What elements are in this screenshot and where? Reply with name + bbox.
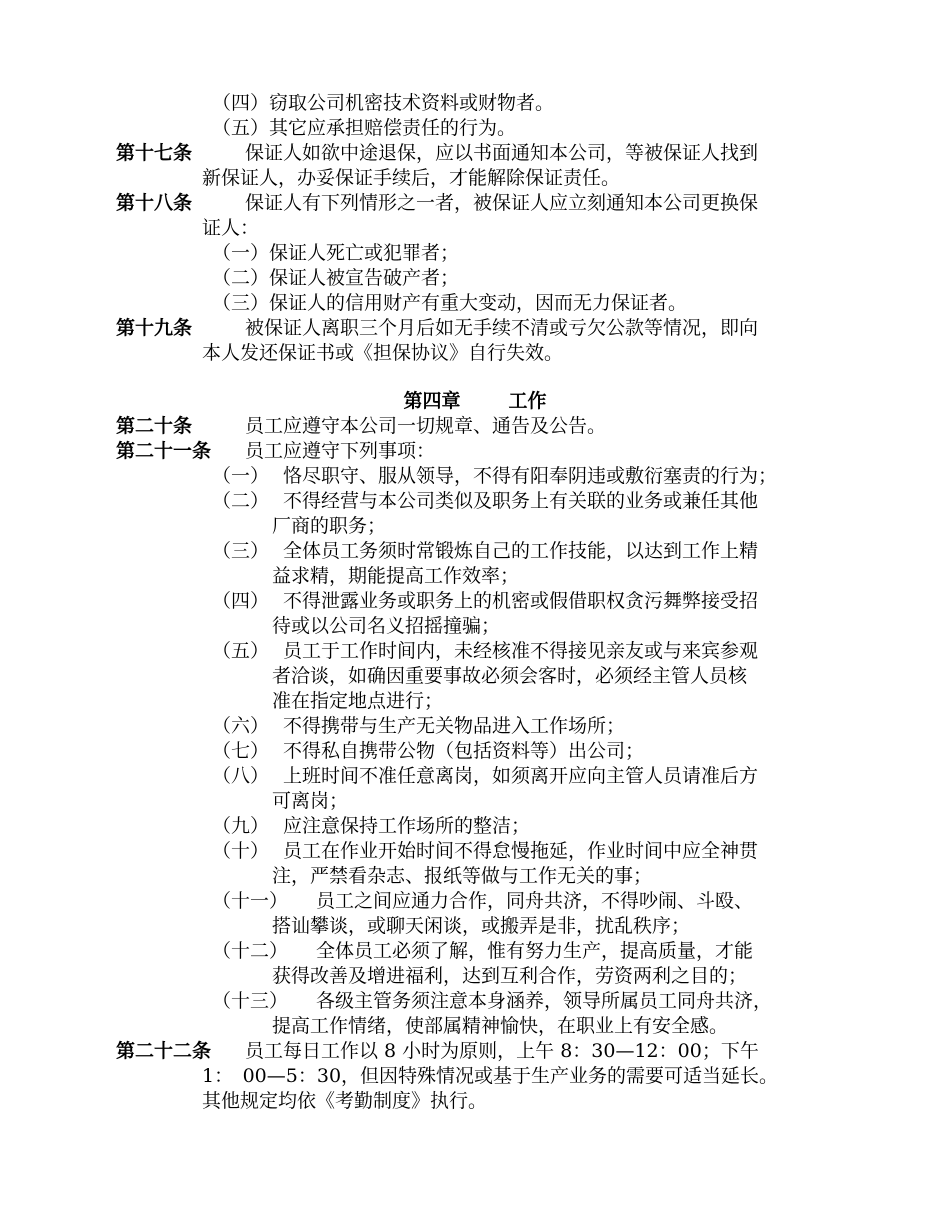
item-number: （四）	[212, 590, 270, 612]
list-item: 员工于工作时间内，未经核准不得接见亲友或与来宾参观	[283, 640, 759, 662]
list-item: 不得私自携带公物（包括资料等）出公司；	[283, 740, 645, 762]
article-19-text: 被保证人离职三个月后如无手续不清或亏欠公款等情况，即向	[245, 317, 759, 339]
article-17-label: 第十七条	[116, 142, 193, 164]
list-item: 不得携带与生产无关物品进入工作场所；	[283, 715, 626, 737]
list-item: 可离岗；	[272, 790, 349, 812]
list-item: 恪尽职守、服从领导，不得有阳奉阴违或敷衍塞责的行为；	[283, 465, 778, 487]
list-item: （三）保证人的信用财产有重大变动，因而无力保证者。	[212, 292, 688, 314]
list-item: 厂商的职务；	[272, 515, 387, 537]
article-21-text: 员工应遵守下列事项：	[245, 440, 436, 462]
item-number: （八）	[212, 765, 270, 787]
article-19-text: 本人发还保证书或《担保协议》自行失效。	[202, 342, 564, 364]
list-item: 益求精，期能提高工作效率；	[272, 565, 520, 587]
list-item: 应注意保持工作场所的整洁；	[283, 815, 531, 837]
item-number: （十二）	[212, 940, 289, 962]
item-number: （九）	[212, 815, 270, 837]
article-18-label: 第十八条	[116, 192, 193, 214]
chapter-number: 第四章	[403, 390, 461, 412]
list-item: （一）保证人死亡或犯罪者；	[212, 242, 460, 264]
article-22-text: 员工每日工作以 8 小时为原则，上午 8：30—12：00；下午	[245, 1040, 759, 1062]
item-number: （五）	[212, 640, 270, 662]
list-item: （五）其它应承担赔偿责任的行为。	[212, 117, 517, 139]
list-item: 全体员工必须了解，惟有努力生产，提高质量，才能	[316, 940, 754, 962]
list-item: 注，严禁看杂志、报纸等做与工作无关的事；	[272, 865, 653, 887]
list-item: 获得改善及增进福利，达到互利合作，劳资两利之目的；	[272, 965, 748, 987]
list-item: 员工在作业开始时间不得怠慢拖延，作业时间中应全神贯	[283, 840, 759, 862]
item-number: （十三）	[212, 990, 289, 1012]
item-number: （六）	[212, 715, 270, 737]
article-20-label: 第二十条	[116, 415, 193, 437]
list-item: 者洽谈，如确因重要事故必须会客时，必须经主管人员核	[272, 665, 748, 687]
item-number: （三）	[212, 540, 270, 562]
list-item: 各级主管务须注意本身涵养，领导所属员工同舟共济，	[316, 990, 773, 1012]
list-item: 准在指定地点进行；	[272, 690, 444, 712]
article-22-text: 其他规定均依《考勤制度》执行。	[202, 1090, 488, 1112]
list-item: 员工之间应通力合作，同舟共济，不得吵闹、斗殴、	[316, 890, 754, 912]
item-number: （十一）	[212, 890, 289, 912]
list-item: 不得经营与本公司类似及职务上有关联的业务或兼任其他	[283, 490, 759, 512]
list-item: 全体员工务须时常锻炼自己的工作技能，以达到工作上精	[283, 540, 759, 562]
chapter-title: 工作	[508, 390, 547, 412]
list-item: 上班时间不准任意离岗，如须离开应向主管人员请准后方	[283, 765, 759, 787]
article-20-text: 员工应遵守本公司一切规章、通告及公告。	[245, 415, 607, 437]
chapter-heading	[0, 389, 950, 414]
article-22-label: 第二十二条	[116, 1040, 212, 1062]
article-19-label: 第十九条	[116, 317, 193, 339]
article-22-text: 1： 00—5：30，但因特殊情况或基于生产业务的需要可适当延长。	[202, 1065, 779, 1087]
item-number: （七）	[212, 740, 270, 762]
article-17-text: 保证人如欲中途退保，应以书面通知本公司，等被保证人找到	[245, 142, 759, 164]
item-number: （一）	[212, 465, 270, 487]
article-21-label: 第二十一条	[116, 440, 212, 462]
list-item: （二）保证人被宣告破产者；	[212, 267, 460, 289]
article-18-text: 保证人有下列情形之一者，被保证人应立刻通知本公司更换保	[245, 192, 759, 214]
item-number: （二）	[212, 490, 270, 512]
list-item: （四）窃取公司机密技术资料或财物者。	[212, 92, 555, 114]
article-17-text: 新保证人，办妥保证手续后，才能解除保证责任。	[202, 167, 621, 189]
list-item: 不得泄露业务或职务上的机密或假借职权贪污舞弊接受招	[283, 590, 759, 612]
item-number: （十）	[212, 840, 270, 862]
list-item: 提高工作情绪，使部属精神愉快，在职业上有安全感。	[272, 1015, 729, 1037]
article-18-text: 证人：	[202, 217, 260, 239]
list-item: 搭讪攀谈，或聊天闲谈，或搬弄是非，扰乱秩序；	[272, 915, 691, 937]
list-item: 待或以公司名义招摇撞骗；	[272, 615, 501, 637]
